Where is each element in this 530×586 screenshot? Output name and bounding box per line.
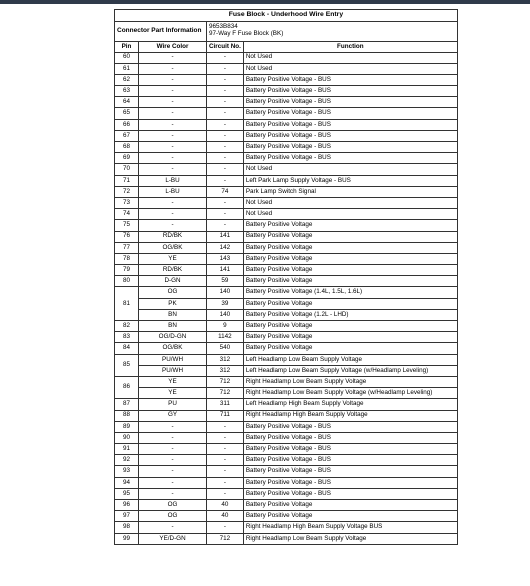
table-row xyxy=(115,287,458,298)
function-cell: Battery Positive Voltage xyxy=(243,343,457,354)
circuit-number-cell: - xyxy=(207,130,244,141)
pin-number-cell: 71 xyxy=(115,175,139,186)
circuit-number-cell: - xyxy=(207,455,244,466)
pin-number-cell: 78 xyxy=(115,253,139,264)
table-row xyxy=(115,276,458,287)
table-row xyxy=(115,376,458,387)
table-row xyxy=(115,298,458,309)
wire-color-cell: - xyxy=(139,130,207,141)
circuit-number-cell: 40 xyxy=(207,500,244,511)
circuit-number-cell: - xyxy=(207,63,244,74)
circuit-number-cell: - xyxy=(207,74,244,85)
circuit-number-cell: 712 xyxy=(207,388,244,399)
pin-number-cell: 65 xyxy=(115,108,139,119)
wire-color-cell: L-BU xyxy=(139,175,207,186)
table-row xyxy=(115,242,458,253)
circuit-number-cell: - xyxy=(207,52,244,63)
wire-color-cell: - xyxy=(139,164,207,175)
wire-color-cell: - xyxy=(139,209,207,220)
table-title: Fuse Block - Underhood Wire Entry xyxy=(115,10,458,22)
connector-description: 97-Way F Fuse Block (BK) xyxy=(209,30,284,38)
table-row xyxy=(115,444,458,455)
function-cell: Battery Positive Voltage - BUS xyxy=(243,119,457,130)
circuit-number-cell: 141 xyxy=(207,265,244,276)
pin-number-cell: 77 xyxy=(115,242,139,253)
wire-color-cell: OG xyxy=(139,500,207,511)
table-row xyxy=(115,97,458,108)
table-row xyxy=(115,74,458,85)
pin-number-cell: 95 xyxy=(115,488,139,499)
circuit-number-cell: - xyxy=(207,522,244,533)
table-row xyxy=(115,309,458,320)
circuit-number-cell: - xyxy=(207,488,244,499)
pin-number-cell: 69 xyxy=(115,153,139,164)
function-cell: Battery Positive Voltage (1.4L, 1.5L, 1.6L) xyxy=(243,287,457,298)
circuit-number-cell: 140 xyxy=(207,309,244,320)
wire-color-cell: YE/D-GN xyxy=(139,533,207,544)
function-cell: Battery Positive Voltage xyxy=(243,220,457,231)
function-cell: Battery Positive Voltage xyxy=(243,500,457,511)
circuit-number-cell: - xyxy=(207,444,244,455)
function-cell: Battery Positive Voltage xyxy=(243,276,457,287)
circuit-number-cell: 142 xyxy=(207,242,244,253)
wire-color-cell: YE xyxy=(139,376,207,387)
pin-number-cell: 85 xyxy=(115,354,139,376)
table-row xyxy=(115,164,458,175)
table-row xyxy=(115,86,458,97)
pin-number-cell: 62 xyxy=(115,74,139,85)
function-cell: Left Headlamp Low Beam Supply Voltage (w/Headlamp Leveling) xyxy=(243,365,457,376)
function-cell: Battery Positive Voltage xyxy=(243,253,457,264)
wire-color-cell: PU/WH xyxy=(139,365,207,376)
function-cell: Not Used xyxy=(243,52,457,63)
table-row xyxy=(115,253,458,264)
wire-color-cell: GY xyxy=(139,410,207,421)
function-cell: Right Headlamp Low Beam Supply Voltage xyxy=(243,376,457,387)
wire-color-cell: - xyxy=(139,220,207,231)
table-row xyxy=(115,455,458,466)
function-cell: Park Lamp Switch Signal xyxy=(243,186,457,197)
circuit-number-cell: 140 xyxy=(207,287,244,298)
function-cell: Right Headlamp High Beam Supply Voltage BUS xyxy=(243,522,457,533)
pin-number-cell: 99 xyxy=(115,533,139,544)
function-cell: Battery Positive Voltage - BUS xyxy=(243,444,457,455)
pin-number-cell: 74 xyxy=(115,209,139,220)
circuit-number-cell: - xyxy=(207,119,244,130)
function-cell: Battery Positive Voltage - BUS xyxy=(243,466,457,477)
circuit-number-cell: 59 xyxy=(207,276,244,287)
table-row xyxy=(115,432,458,443)
pin-number-cell: 83 xyxy=(115,332,139,343)
table-row xyxy=(115,63,458,74)
table-row xyxy=(115,265,458,276)
wire-color-cell: - xyxy=(139,522,207,533)
function-cell: Right Headlamp High Beam Supply Voltage xyxy=(243,410,457,421)
function-cell: Left Headlamp High Beam Supply Voltage xyxy=(243,399,457,410)
pin-number-cell: 63 xyxy=(115,86,139,97)
pin-number-cell: 61 xyxy=(115,63,139,74)
pin-number-cell: 80 xyxy=(115,276,139,287)
function-cell: Battery Positive Voltage - BUS xyxy=(243,97,457,108)
function-cell: Left Park Lamp Supply Voltage - BUS xyxy=(243,175,457,186)
wire-color-cell: - xyxy=(139,421,207,432)
wire-color-cell: YE xyxy=(139,253,207,264)
circuit-number-cell: 40 xyxy=(207,511,244,522)
table-row xyxy=(115,153,458,164)
table-row xyxy=(115,197,458,208)
wire-color-cell: PU/WH xyxy=(139,354,207,365)
circuit-number-cell: - xyxy=(207,477,244,488)
table-row xyxy=(115,186,458,197)
circuit-number-cell: - xyxy=(207,175,244,186)
column-header-wire-color: Wire Color xyxy=(139,42,207,53)
wire-color-cell: L-BU xyxy=(139,186,207,197)
pin-number-cell: 68 xyxy=(115,142,139,153)
function-cell: Battery Positive Voltage xyxy=(243,321,457,332)
circuit-number-cell: 9 xyxy=(207,321,244,332)
circuit-number-cell: - xyxy=(207,164,244,175)
circuit-number-cell: - xyxy=(207,108,244,119)
wire-color-cell: BN xyxy=(139,309,207,320)
table-row xyxy=(115,220,458,231)
pin-number-cell: 72 xyxy=(115,186,139,197)
table-row xyxy=(115,365,458,376)
function-cell: Battery Positive Voltage (1.2L - LHD) xyxy=(243,309,457,320)
circuit-number-cell: 141 xyxy=(207,231,244,242)
pin-number-cell: 66 xyxy=(115,119,139,130)
wire-color-cell: - xyxy=(139,488,207,499)
function-cell: Battery Positive Voltage - BUS xyxy=(243,74,457,85)
function-cell: Battery Positive Voltage - BUS xyxy=(243,455,457,466)
circuit-number-cell: 312 xyxy=(207,354,244,365)
pin-number-cell: 82 xyxy=(115,321,139,332)
pin-table-body xyxy=(115,52,458,544)
pin-number-cell: 75 xyxy=(115,220,139,231)
function-cell: Battery Positive Voltage xyxy=(243,231,457,242)
wire-color-cell: OG/BK xyxy=(139,242,207,253)
wire-color-cell: D-GN xyxy=(139,276,207,287)
table-row xyxy=(115,388,458,399)
wire-color-cell: - xyxy=(139,108,207,119)
table-row xyxy=(115,52,458,63)
function-cell: Not Used xyxy=(243,197,457,208)
table-row xyxy=(115,500,458,511)
column-header-circuit: Circuit No. xyxy=(207,42,244,53)
table-row xyxy=(115,410,458,421)
table-row xyxy=(115,477,458,488)
wire-color-cell: - xyxy=(139,74,207,85)
connector-info-label: Connector Part Information xyxy=(115,22,207,42)
pin-number-cell: 91 xyxy=(115,444,139,455)
table-row xyxy=(115,119,458,130)
function-cell: Battery Positive Voltage - BUS xyxy=(243,153,457,164)
function-cell: Battery Positive Voltage xyxy=(243,265,457,276)
circuit-number-cell: 143 xyxy=(207,253,244,264)
connector-part-number: 9653B834 xyxy=(209,23,238,30)
pin-number-cell: 73 xyxy=(115,197,139,208)
pin-number-cell: 60 xyxy=(115,52,139,63)
function-cell: Right Headlamp Low Beam Supply Voltage xyxy=(243,533,457,544)
circuit-number-cell: - xyxy=(207,142,244,153)
column-header-pin: Pin xyxy=(115,42,139,53)
function-cell: Battery Positive Voltage xyxy=(243,242,457,253)
function-cell: Battery Positive Voltage xyxy=(243,511,457,522)
function-cell: Left Headlamp Low Beam Supply Voltage xyxy=(243,354,457,365)
wire-color-cell: OG xyxy=(139,511,207,522)
pin-number-cell: 94 xyxy=(115,477,139,488)
table-row xyxy=(115,466,458,477)
circuit-number-cell: - xyxy=(207,466,244,477)
wire-color-cell: - xyxy=(139,52,207,63)
function-cell: Battery Positive Voltage xyxy=(243,298,457,309)
function-cell: Battery Positive Voltage - BUS xyxy=(243,108,457,119)
pin-number-cell: 81 xyxy=(115,287,139,321)
wire-color-cell: - xyxy=(139,119,207,130)
pin-number-cell: 98 xyxy=(115,522,139,533)
table-row xyxy=(115,488,458,499)
wire-color-cell: - xyxy=(139,153,207,164)
table-row xyxy=(115,231,458,242)
wire-color-cell: - xyxy=(139,63,207,74)
function-cell: Battery Positive Voltage - BUS xyxy=(243,142,457,153)
table-row xyxy=(115,399,458,410)
function-cell: Battery Positive Voltage - BUS xyxy=(243,130,457,141)
wire-color-cell: YE xyxy=(139,388,207,399)
wire-color-cell: - xyxy=(139,86,207,97)
pin-number-cell: 90 xyxy=(115,432,139,443)
pin-number-cell: 79 xyxy=(115,265,139,276)
circuit-number-cell: 311 xyxy=(207,399,244,410)
circuit-number-cell: - xyxy=(207,220,244,231)
circuit-number-cell: 711 xyxy=(207,410,244,421)
wire-color-cell: - xyxy=(139,466,207,477)
table-row xyxy=(115,108,458,119)
wire-color-cell: BN xyxy=(139,321,207,332)
pin-number-cell: 76 xyxy=(115,231,139,242)
wire-color-cell: PU xyxy=(139,399,207,410)
pin-number-cell: 97 xyxy=(115,511,139,522)
pin-number-cell: 96 xyxy=(115,500,139,511)
function-cell: Battery Positive Voltage - BUS xyxy=(243,477,457,488)
wire-color-cell: - xyxy=(139,432,207,443)
function-cell: Not Used xyxy=(243,164,457,175)
wire-color-cell: PK xyxy=(139,298,207,309)
pin-number-cell: 86 xyxy=(115,376,139,398)
table-row xyxy=(115,332,458,343)
circuit-number-cell: - xyxy=(207,86,244,97)
wire-color-cell: - xyxy=(139,455,207,466)
wire-color-cell: RD/BK xyxy=(139,231,207,242)
circuit-number-cell: - xyxy=(207,421,244,432)
circuit-number-cell: - xyxy=(207,209,244,220)
pin-number-cell: 84 xyxy=(115,343,139,354)
connector-pinout-table xyxy=(114,9,458,545)
column-header-function: Function xyxy=(243,42,457,53)
circuit-number-cell: 712 xyxy=(207,533,244,544)
circuit-number-cell: 712 xyxy=(207,376,244,387)
circuit-number-cell: 39 xyxy=(207,298,244,309)
table-row xyxy=(115,142,458,153)
table-row xyxy=(115,511,458,522)
wire-color-cell: OG xyxy=(139,287,207,298)
table-row xyxy=(115,421,458,432)
wire-color-cell: - xyxy=(139,97,207,108)
wire-color-cell: OG/D-GN xyxy=(139,332,207,343)
circuit-number-cell: 540 xyxy=(207,343,244,354)
function-cell: Battery Positive Voltage - BUS xyxy=(243,421,457,432)
table-row xyxy=(115,321,458,332)
function-cell: Not Used xyxy=(243,209,457,220)
function-cell: Right Headlamp Low Beam Supply Voltage (w/Headlamp Leveling) xyxy=(243,388,457,399)
wire-color-cell: - xyxy=(139,142,207,153)
table-row xyxy=(115,343,458,354)
circuit-number-cell: - xyxy=(207,197,244,208)
pin-number-cell: 93 xyxy=(115,466,139,477)
wire-color-cell: RD/BK xyxy=(139,265,207,276)
pin-number-cell: 87 xyxy=(115,399,139,410)
pin-number-cell: 88 xyxy=(115,410,139,421)
function-cell: Not Used xyxy=(243,63,457,74)
circuit-number-cell: - xyxy=(207,153,244,164)
table-row xyxy=(115,209,458,220)
function-cell: Battery Positive Voltage - BUS xyxy=(243,432,457,443)
wire-color-cell: - xyxy=(139,444,207,455)
pin-number-cell: 67 xyxy=(115,130,139,141)
pin-number-cell: 64 xyxy=(115,97,139,108)
wire-color-cell: OG/BK xyxy=(139,343,207,354)
pin-number-cell: 92 xyxy=(115,455,139,466)
function-cell: Battery Positive Voltage - BUS xyxy=(243,488,457,499)
wire-color-cell: - xyxy=(139,477,207,488)
table-row xyxy=(115,130,458,141)
circuit-number-cell: - xyxy=(207,432,244,443)
circuit-number-cell: 312 xyxy=(207,365,244,376)
function-cell: Battery Positive Voltage xyxy=(243,332,457,343)
connector-info-value xyxy=(207,22,458,42)
table-row xyxy=(115,175,458,186)
table-row xyxy=(115,522,458,533)
wire-color-cell: - xyxy=(139,197,207,208)
pin-number-cell: 89 xyxy=(115,421,139,432)
table-row xyxy=(115,354,458,365)
table-row xyxy=(115,533,458,544)
circuit-number-cell: - xyxy=(207,97,244,108)
circuit-number-cell: 1142 xyxy=(207,332,244,343)
circuit-number-cell: 74 xyxy=(207,186,244,197)
function-cell: Battery Positive Voltage - BUS xyxy=(243,86,457,97)
top-window-bar xyxy=(0,0,530,4)
pin-number-cell: 70 xyxy=(115,164,139,175)
